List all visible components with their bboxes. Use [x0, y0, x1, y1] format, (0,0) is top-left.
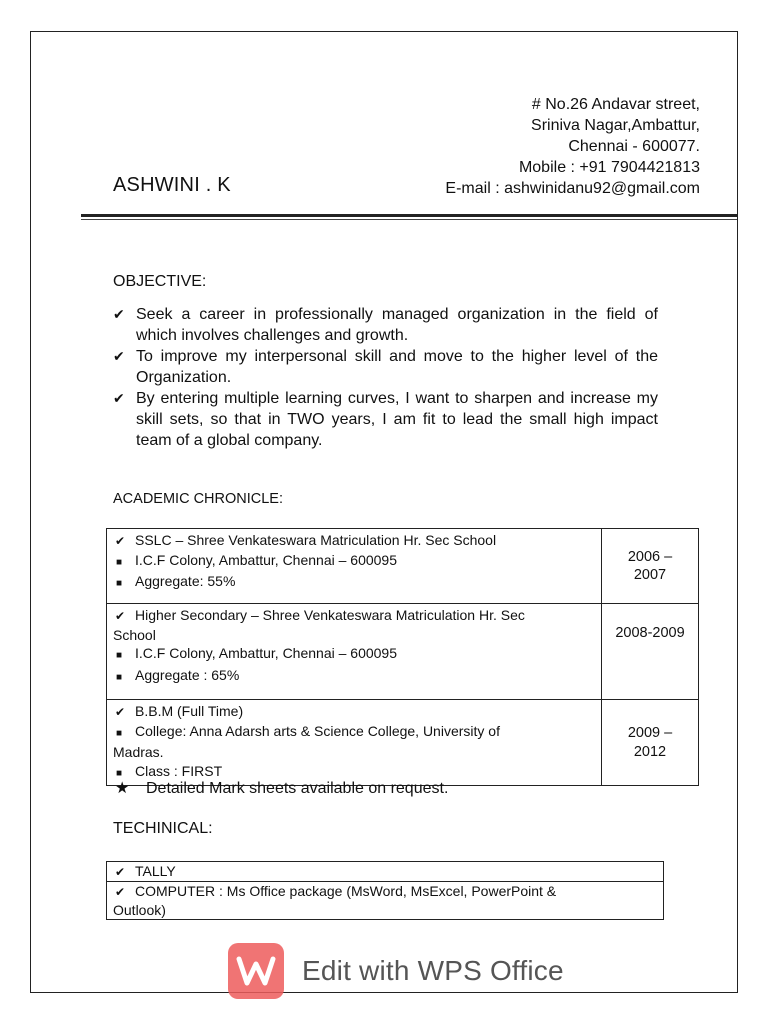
address-line-2: Sriniva Nagar,Ambattur,	[531, 117, 700, 134]
candidate-name: ASHWINI . K	[113, 174, 231, 196]
academic-details-cell: ✔ SSLC – Shree Venkateswara Matriculation Hr. Sec School ■ I.C.F Colony, Ambattur, Chennai – 600095 ■ Aggregate: 55%	[107, 529, 602, 604]
list-item: ✔ By entering multiple learning curves, I want to sharpen and increase my skill sets, so that in TWO years, I am fit to lead the small high impact team of a global company.	[113, 390, 658, 449]
bullet-icon: ■	[116, 556, 123, 568]
table-row	[107, 882, 664, 920]
checkmark-icon: ✔	[115, 534, 126, 548]
mobile-line: Mobile : +91 7904421813	[518, 159, 700, 176]
mark-sheet-note: ★ Detailed Mark sheets available on request.	[115, 780, 449, 797]
objective-heading: OBJECTIVE:	[113, 273, 207, 290]
technical-heading: TECHINICAL:	[113, 820, 213, 837]
checkmark-icon: ✔	[113, 390, 125, 406]
bullet-icon: ■	[116, 650, 123, 661]
objective-list	[113, 304, 658, 451]
wps-watermark[interactable]	[228, 943, 564, 999]
checkmark-icon: ✔	[113, 348, 125, 364]
academic-table	[106, 528, 699, 786]
wps-logo-icon	[228, 943, 284, 999]
technical-cell: ✔ COMPUTER : Ms Office package (MsWord, MsExcel, PowerPoint & Outlook)	[107, 882, 664, 920]
checkmark-icon: ✔	[115, 865, 126, 879]
resume-page	[30, 31, 738, 993]
header-divider-thin	[81, 219, 737, 220]
academic-heading: ACADEMIC CHRONICLE:	[113, 491, 283, 507]
star-icon: ★	[115, 780, 130, 797]
list-item: ✔ To improve my interpersonal skill and move to the higher level of the Organization.	[113, 348, 658, 386]
checkmark-icon: ✔	[113, 306, 125, 322]
address-block	[445, 94, 700, 199]
list-item: ✔ Seek a career in professionally managed organization in the field of which involves challenges and growth.	[113, 306, 658, 344]
bullet-icon: ■	[116, 767, 123, 779]
bullet-icon: ■	[116, 671, 123, 683]
checkmark-icon: ✔	[115, 885, 126, 899]
academic-details-cell: ✔ B.B.M (Full Time) ■ College: Anna Adarsh arts & Science College, University of Madras. ■ Class : FIRST	[107, 700, 602, 786]
technical-table	[106, 861, 664, 920]
academic-details-cell: ✔ Higher Secondary – Shree Venkateswara Matriculation Hr. Sec School ■ I.C.F Colony, Ambattur, Chennai – 600095 ■ Aggregate : 65%	[107, 604, 602, 700]
technical-cell: ✔ TALLY	[107, 862, 664, 882]
header-divider-thick	[81, 214, 737, 217]
table-row	[107, 862, 664, 882]
checkmark-icon: ✔	[115, 705, 126, 719]
email-line: E-mail : ashwinidanu92@gmail.com	[445, 180, 700, 197]
table-row	[107, 604, 699, 700]
bullet-icon: ■	[116, 578, 123, 589]
table-row	[107, 529, 699, 604]
academic-year-cell: 2008-2009	[602, 604, 699, 700]
wps-watermark-text: Edit with WPS Office	[302, 955, 564, 986]
bullet-icon: ■	[116, 727, 123, 739]
address-line-3: Chennai - 600077.	[568, 138, 700, 155]
table-row	[107, 700, 699, 786]
academic-year-cell: 2006 – 2007	[602, 529, 699, 604]
address-line-1: # No.26 Andavar street,	[531, 96, 700, 113]
academic-year-cell: 2009 – 2012	[602, 700, 699, 786]
checkmark-icon: ✔	[115, 609, 126, 623]
